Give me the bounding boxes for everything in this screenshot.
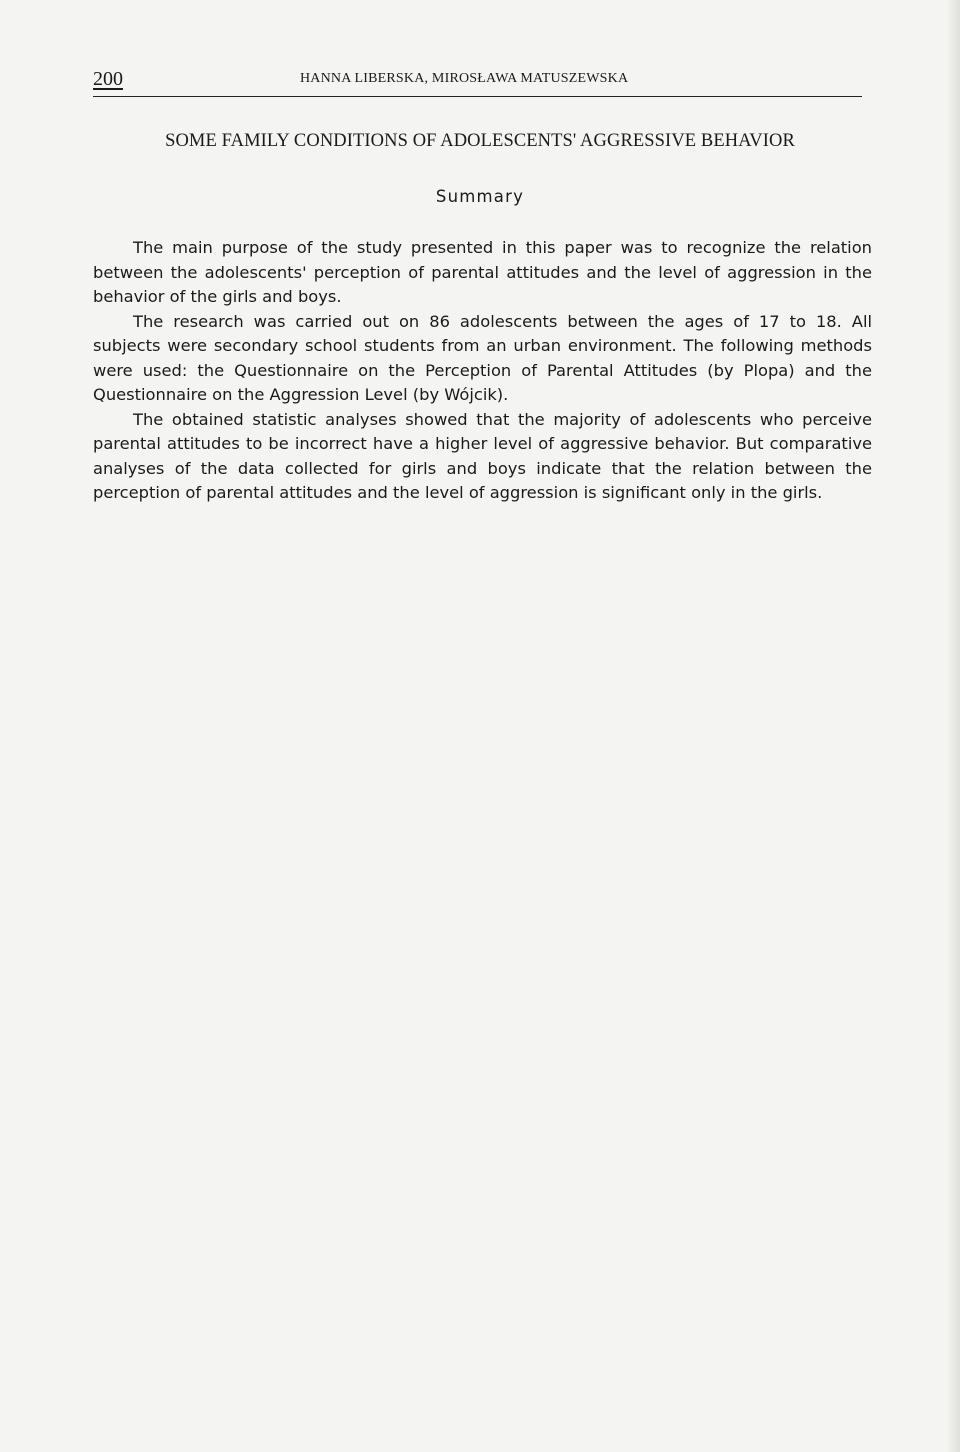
running-head [93, 66, 862, 97]
summary-body [93, 236, 872, 506]
page-number: 200 [93, 68, 123, 90]
running-head-authors: HANNA LIBERSKA, MIROSŁAWA MATUSZEWSKA [300, 71, 629, 86]
summary-paragraph-purpose: The main purpose of the study presented in this paper was to recognize the relation between the adolescents' perception of parental attitudes and the level of aggression in the behavior of the girls and boys. [93, 238, 872, 306]
article-title: SOME FAMILY CONDITIONS OF ADOLESCENTS' AGGRESSIVE BEHAVIOR [165, 131, 795, 151]
summary-heading: Summary [435, 187, 525, 206]
summary-paragraph-method: The research was carried out on 86 adolescents between the ages of 17 to 18. All subjects were secondary school students from an urban environment. The following methods were used: the Questionnaire on the Perception of Parental Attitudes (by Plopa) and the Questionnaire on the Aggression Level (by Wójcik). [93, 311, 872, 404]
summary-paragraph-results: The obtained statistic analyses showed that the majority of adolescents who perceive parental attitudes to be incorrect have a higher level of aggressive behavior. But comparative analyses of the data collected for girls and boys indicate that the relation between the perception of parental attitudes and the level of aggression is significant only in the girls. [93, 409, 872, 502]
page-edge-shadow [946, 0, 960, 1452]
